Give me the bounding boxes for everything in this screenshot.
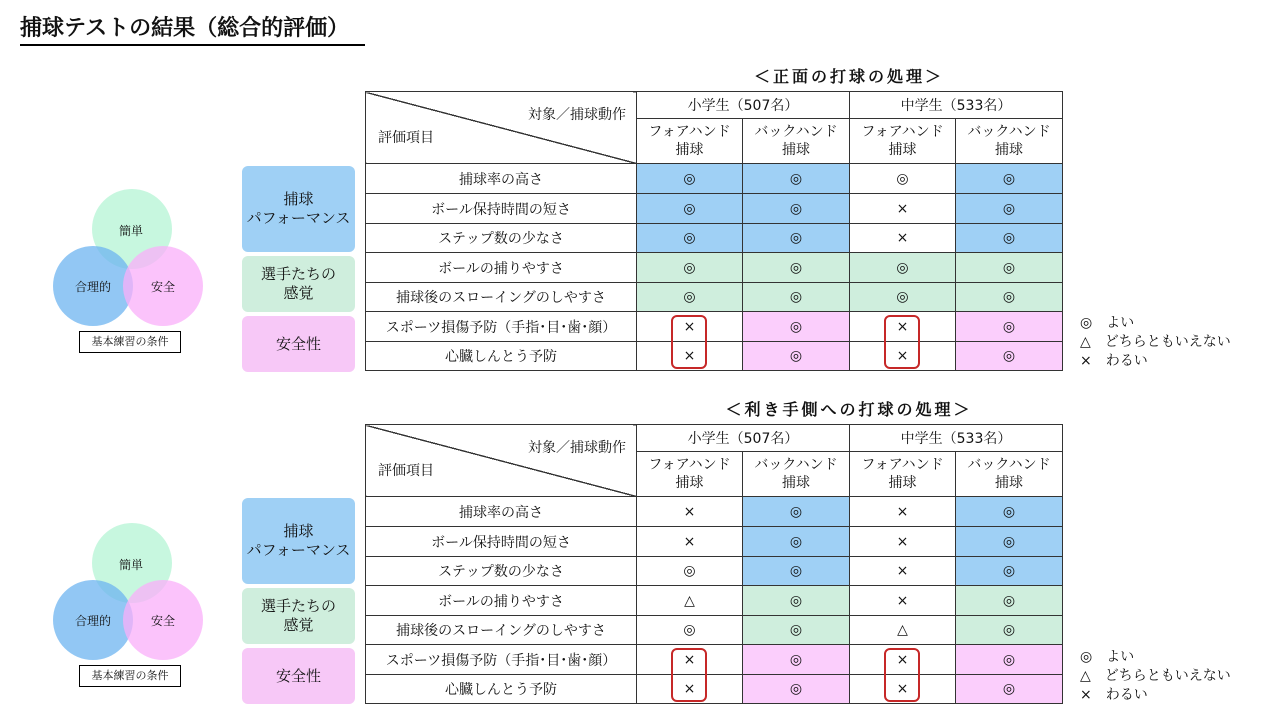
- result-cell: ◎: [850, 164, 956, 194]
- result-cell: ×: [850, 586, 956, 616]
- venn-label-safe: 安全: [151, 614, 176, 628]
- result-cell: ×: [637, 527, 743, 557]
- category-safety: [242, 648, 355, 704]
- group-elementary: 小学生（507名）: [637, 425, 850, 452]
- result-cell: ×: [850, 312, 956, 342]
- table-row: [366, 342, 1063, 371]
- item-label: 心臓しんとう予防: [366, 675, 637, 704]
- result-cell: ◎: [956, 675, 1063, 704]
- result-cell: ◎: [743, 164, 850, 194]
- section-title-dominant-side: ＜利き手側への打球の処理＞: [725, 400, 973, 419]
- diag-item-label: 評価項目: [378, 463, 434, 479]
- result-cell: ◎: [743, 616, 850, 645]
- col-backhand: バックハンド 捕球: [956, 452, 1063, 497]
- category-safety: [242, 316, 355, 372]
- header-diagonal-cell: [366, 425, 637, 497]
- page-title: 捕球テストの結果（総合的評価）: [20, 14, 365, 46]
- legend: [1080, 648, 1231, 705]
- venn-label-rational: 合理的: [75, 280, 112, 294]
- col-backhand: バックハンド 捕球: [956, 119, 1063, 164]
- result-cell: ×: [850, 497, 956, 527]
- result-cell: ◎: [637, 164, 743, 194]
- legend: [1080, 314, 1231, 371]
- venn-label-safe: 安全: [151, 280, 176, 294]
- legend-bad: × わるい: [1080, 687, 1148, 703]
- table-row: [366, 312, 1063, 342]
- result-cell: ◎: [850, 283, 956, 312]
- result-cell: ◎: [850, 253, 956, 283]
- result-cell: ◎: [637, 224, 743, 253]
- result-cell: ◎: [637, 253, 743, 283]
- category-label: 安全性: [275, 334, 321, 353]
- category-label: 感覚: [283, 616, 314, 634]
- category-label: 捕球: [283, 190, 314, 208]
- table-row: [366, 645, 1063, 675]
- venn-label-simple: 簡単: [119, 224, 144, 238]
- item-label: スポーツ損傷予防（手指･目･歯･顔）: [366, 645, 637, 675]
- venn-diagram: [52, 189, 207, 359]
- result-cell: ×: [850, 194, 956, 224]
- result-cell: ×: [637, 645, 743, 675]
- table-row: [366, 616, 1063, 645]
- item-label: スポーツ損傷予防（手指･目･歯･顔）: [366, 312, 637, 342]
- result-cell: ◎: [956, 253, 1063, 283]
- result-cell: ◎: [743, 557, 850, 586]
- category-label: 感覚: [283, 284, 314, 302]
- result-cell: ◎: [956, 645, 1063, 675]
- diag-item-label: 評価項目: [378, 130, 434, 146]
- result-cell: ×: [850, 527, 956, 557]
- item-label: ステップ数の少なさ: [366, 224, 637, 253]
- category-label: 安全性: [275, 666, 321, 685]
- result-cell: ◎: [956, 527, 1063, 557]
- col-backhand: バックハンド 捕球: [743, 119, 850, 164]
- diag-target-label: 対象／捕球動作: [528, 440, 626, 456]
- result-cell: ◎: [743, 675, 850, 704]
- result-cell: ◎: [637, 194, 743, 224]
- table-row: [366, 164, 1063, 194]
- result-cell: ◎: [637, 557, 743, 586]
- result-cell: ◎: [743, 497, 850, 527]
- results-table-front: [365, 91, 1063, 371]
- item-label: ステップ数の少なさ: [366, 557, 637, 586]
- result-cell: ×: [850, 557, 956, 586]
- result-cell: ×: [850, 342, 956, 371]
- result-cell: ×: [637, 312, 743, 342]
- result-cell: △: [637, 586, 743, 616]
- item-label: 捕球率の高さ: [366, 497, 637, 527]
- result-cell: ◎: [956, 283, 1063, 312]
- highlight-box: [671, 315, 707, 369]
- item-label: 捕球後のスローイングのしやすさ: [366, 616, 637, 645]
- result-cell: ◎: [956, 194, 1063, 224]
- group-junior-high: 中学生（533名）: [850, 425, 1063, 452]
- item-label: 心臓しんとう予防: [366, 342, 637, 371]
- diag-target-label: 対象／捕球動作: [528, 107, 626, 123]
- header-diagonal-cell: [366, 92, 637, 164]
- item-label: ボールの捕りやすさ: [366, 586, 637, 616]
- result-cell: ◎: [637, 616, 743, 645]
- result-cell: ◎: [637, 283, 743, 312]
- result-cell: ×: [850, 645, 956, 675]
- result-cell: ◎: [956, 224, 1063, 253]
- result-cell: ◎: [956, 557, 1063, 586]
- col-forehand: フォアハンド 捕球: [637, 119, 743, 164]
- table-row: [366, 283, 1063, 312]
- legend-neutral: △ どちらともいえない: [1080, 668, 1231, 684]
- result-cell: ◎: [743, 224, 850, 253]
- table-row: [366, 194, 1063, 224]
- result-cell: ◎: [956, 616, 1063, 645]
- result-cell: ◎: [956, 342, 1063, 371]
- table-row: [366, 675, 1063, 704]
- group-junior-high: 中学生（533名）: [850, 92, 1063, 119]
- result-cell: △: [850, 616, 956, 645]
- result-cell: ×: [850, 224, 956, 253]
- table-row: [366, 253, 1063, 283]
- highlight-box: [884, 315, 920, 369]
- venn-diagram: [52, 523, 207, 693]
- result-cell: ×: [850, 675, 956, 704]
- item-label: ボールの捕りやすさ: [366, 253, 637, 283]
- result-cell: ◎: [743, 527, 850, 557]
- table-row: [366, 586, 1063, 616]
- table-row: [366, 224, 1063, 253]
- col-forehand: フォアハンド 捕球: [850, 119, 956, 164]
- result-cell: ◎: [956, 164, 1063, 194]
- table-row: [366, 497, 1063, 527]
- result-cell: ◎: [743, 312, 850, 342]
- result-cell: ×: [637, 342, 743, 371]
- category-label: パフォーマンス: [246, 541, 351, 559]
- result-cell: ×: [637, 497, 743, 527]
- legend-good: ◎ よい: [1080, 649, 1135, 665]
- venn-label-simple: 簡単: [119, 558, 144, 572]
- legend-bad: × わるい: [1080, 353, 1148, 369]
- category-label: 捕球: [283, 522, 314, 540]
- category-label: パフォーマンス: [246, 209, 351, 227]
- result-cell: ◎: [743, 253, 850, 283]
- result-cell: ×: [637, 675, 743, 704]
- col-forehand: フォアハンド 捕球: [850, 452, 956, 497]
- item-label: 捕球後のスローイングのしやすさ: [366, 283, 637, 312]
- venn-label-rational: 合理的: [75, 614, 112, 628]
- category-feeling: [242, 256, 355, 312]
- table-row: [366, 557, 1063, 586]
- highlight-box: [671, 648, 707, 702]
- item-label: 捕球率の高さ: [366, 164, 637, 194]
- result-cell: ◎: [743, 342, 850, 371]
- result-cell: ◎: [743, 283, 850, 312]
- result-cell: ◎: [956, 312, 1063, 342]
- item-label: ボール保持時間の短さ: [366, 527, 637, 557]
- section-title-front: ＜正面の打球の処理＞: [753, 67, 944, 86]
- results-table-dominant-side: [365, 424, 1063, 704]
- result-cell: ◎: [743, 586, 850, 616]
- table-row: [366, 527, 1063, 557]
- col-forehand: フォアハンド 捕球: [637, 452, 743, 497]
- category-label: 選手たちの: [260, 597, 336, 615]
- category-performance: [242, 166, 355, 252]
- category-feeling: [242, 588, 355, 644]
- item-label: ボール保持時間の短さ: [366, 194, 637, 224]
- legend-good: ◎ よい: [1080, 315, 1135, 331]
- category-performance: [242, 498, 355, 584]
- result-cell: ◎: [956, 497, 1063, 527]
- col-backhand: バックハンド 捕球: [743, 452, 850, 497]
- legend-neutral: △ どちらともいえない: [1080, 334, 1231, 350]
- venn-caption: 基本練習の条件: [79, 665, 181, 687]
- group-elementary: 小学生（507名）: [637, 92, 850, 119]
- venn-caption: 基本練習の条件: [79, 331, 181, 353]
- category-label: 選手たちの: [260, 265, 336, 283]
- highlight-box: [884, 648, 920, 702]
- result-cell: ◎: [743, 194, 850, 224]
- result-cell: ◎: [956, 586, 1063, 616]
- result-cell: ◎: [743, 645, 850, 675]
